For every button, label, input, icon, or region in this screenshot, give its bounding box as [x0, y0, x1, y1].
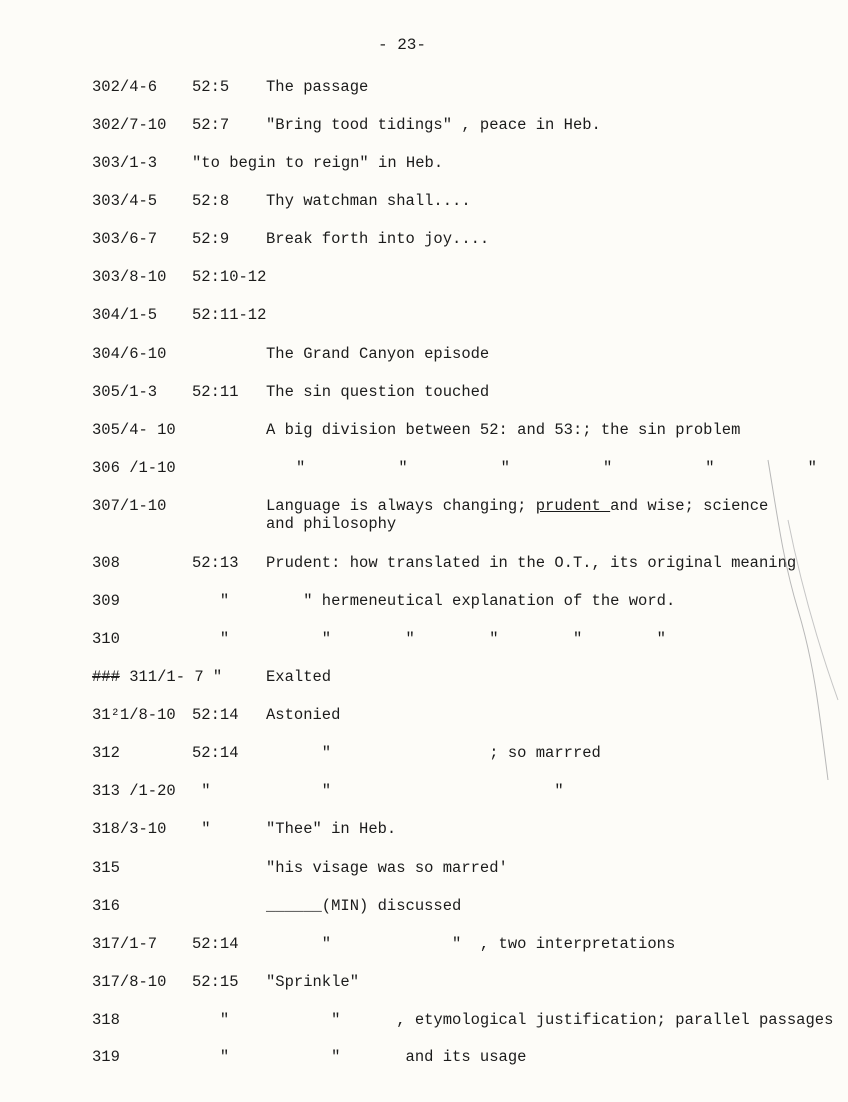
verse-ref: 52:14	[192, 935, 239, 953]
verse-ref: "	[192, 820, 211, 838]
verse-ref: 52:11-12	[192, 306, 267, 324]
verse-ref: 52:14	[192, 706, 239, 724]
description: Prudent: how translated in the O.T., its original meaning	[266, 554, 797, 572]
pencil-margin-marks	[758, 400, 848, 820]
description: Astonied	[266, 706, 341, 724]
verse-ref: "to begin to reign" in Heb.	[192, 154, 444, 172]
verse-ref: 52:8	[192, 192, 230, 210]
verse-ref: 52:14	[192, 744, 239, 762]
verse-ref: 52:13	[192, 554, 239, 572]
page-ref: 308	[92, 554, 120, 572]
page-ref: 313 /1-20	[92, 782, 176, 800]
page-ref: 303/4-5	[92, 192, 158, 210]
page-ref: 315	[92, 859, 120, 877]
page-ref: 302/4-6	[92, 78, 158, 96]
page-ref: 317/1-7	[92, 935, 158, 953]
description: Break forth into joy....	[266, 230, 490, 248]
verse-ref: "	[192, 1011, 230, 1029]
page-ref: 318/3-10	[92, 820, 167, 838]
page-ref: 316	[92, 897, 120, 915]
verse-ref: "	[192, 1048, 230, 1066]
description: A big division between 52: and 53:; the sin problem	[266, 421, 741, 439]
verse-ref: 52:9	[192, 230, 230, 248]
verse-ref: 52:15	[192, 973, 239, 991]
verse-ref: "	[192, 630, 230, 648]
description: The passage	[266, 78, 369, 96]
page-ref: 304/1-5	[92, 306, 158, 324]
description: "his visage was so marred'	[266, 859, 508, 877]
verse-ref: 52:11	[192, 383, 239, 401]
page-ref: 318	[92, 1011, 120, 1029]
description-text: Language is always changing;	[266, 497, 536, 515]
description: Exalted	[266, 668, 332, 686]
page-ref: 317/8-10	[92, 973, 167, 991]
description-text: and wise; science and philosophy	[266, 497, 769, 533]
page-ref: 305/1-3	[92, 383, 158, 401]
description: "Bring tood tidings" , peace in Heb.	[266, 116, 601, 134]
struck-mark: ###	[92, 668, 120, 686]
description: The Grand Canyon episode	[266, 345, 490, 363]
page-ref: 307/1-10	[92, 497, 167, 515]
page-ref: 304/6-10	[92, 345, 167, 363]
description: " " , two interpretations	[266, 935, 676, 953]
page-ref: 303/8-10	[92, 268, 167, 286]
page-ref: 306 /1-10	[92, 459, 176, 477]
page-ref: 31²1/8-10	[92, 706, 176, 724]
verse-ref: "	[192, 592, 230, 610]
description: " and its usage	[266, 1048, 527, 1066]
description: The sin question touched	[266, 383, 490, 401]
page-ref: 305/4- 10	[92, 421, 176, 439]
page-ref: 303/1-3	[92, 154, 158, 172]
page-number: - 23-	[378, 36, 427, 54]
verse-ref: 52:5	[192, 78, 230, 96]
description	[266, 497, 776, 533]
page-ref: 303/6-7	[92, 230, 158, 248]
description: " hermeneutical explanation of the word.	[266, 592, 676, 610]
verse-ref: 52:7	[192, 116, 230, 134]
underlined-word: prudent	[535, 497, 611, 515]
page-ref: 319	[92, 1048, 120, 1066]
description: " "	[266, 782, 564, 800]
page-ref: 309	[92, 592, 120, 610]
page-ref	[92, 668, 222, 686]
verse-ref: "	[192, 782, 211, 800]
description: "Thee" in Heb.	[266, 820, 397, 838]
description: Thy watchman shall....	[266, 192, 471, 210]
verse-ref: 52:10-12	[192, 268, 267, 286]
description: ______(MIN) discussed	[266, 897, 462, 915]
description: "Sprinkle"	[266, 973, 360, 991]
description: " , etymological justification; parallel passages	[266, 1011, 834, 1029]
description: " ; so marrred	[266, 744, 601, 762]
description: " " " " " "	[296, 459, 817, 477]
page-ref: 302/7-10	[92, 116, 167, 134]
page-ref: 310	[92, 630, 120, 648]
description: " " " " "	[266, 630, 666, 648]
page-ref-text: 311/1- 7 "	[119, 668, 223, 686]
page-ref: 312	[92, 744, 120, 762]
